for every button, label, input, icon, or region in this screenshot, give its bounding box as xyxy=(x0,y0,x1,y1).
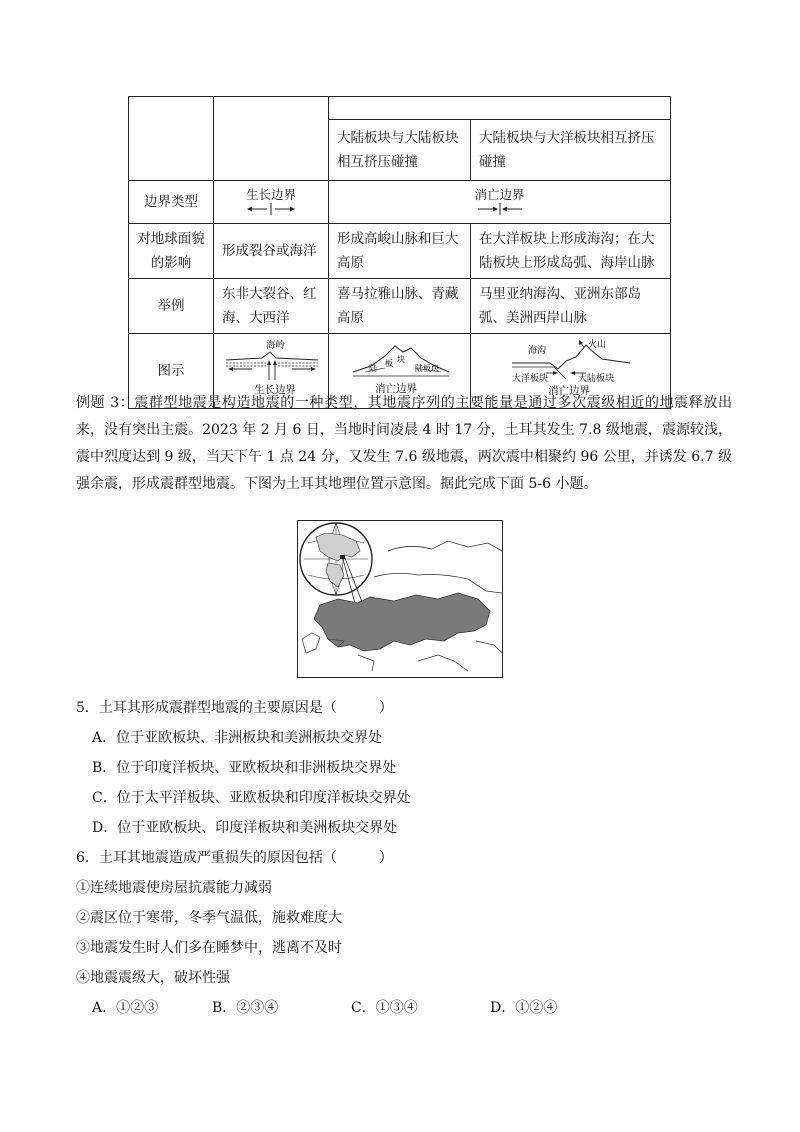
cc-effect-cell: 形成高峻山脉和巨大高原 xyxy=(329,224,471,279)
volcano-label: 火山 xyxy=(587,340,606,350)
question-5-stem: 5．土耳其形成震群型地震的主要原因是（ ） xyxy=(76,700,393,716)
co-example-cell: 马里亚纳海沟、亚洲东部岛弧、美洲西岸山脉 xyxy=(471,279,671,334)
plate-char-label: 板 xyxy=(384,359,393,368)
converging-arrows-icon xyxy=(472,202,528,216)
cc-diagram-caption: 消亡边界 xyxy=(374,383,417,395)
table-row xyxy=(129,97,671,120)
q6-option-b[interactable]: B．②③④ xyxy=(212,1000,279,1016)
turkey-location-map xyxy=(297,520,503,678)
q6-option-a[interactable]: A．①②③ xyxy=(92,1000,159,1016)
table-cell xyxy=(214,97,329,181)
q6-statement-2: ②震区位于寒带，冬季气温低，施救难度大 xyxy=(76,910,342,926)
row-label-boundary-type: 边界类型 xyxy=(129,181,214,224)
question-6-stem: 6．土耳其地震造成严重损失的原因包括（ ） xyxy=(76,850,393,866)
table-cell xyxy=(329,97,671,120)
table-row xyxy=(129,224,671,279)
cc-example-cell: 喜马拉雅山脉、青藏高原 xyxy=(329,279,471,334)
block-char-label: 块 xyxy=(396,355,405,364)
continent-plate-label: 大陆板块 xyxy=(577,374,614,384)
table-cell xyxy=(129,97,214,181)
ocean-continent-diagram xyxy=(506,337,636,397)
q5-option-a[interactable]: A．位于亚欧板块、非洲板块和美洲板块交界处 xyxy=(92,730,383,746)
growth-diagram-caption: 生长边界 xyxy=(254,384,296,396)
growth-boundary-diagram xyxy=(222,338,322,396)
q5-option-b[interactable]: B．位于印度洋板块、亚欧板块和非洲板块交界处 xyxy=(92,760,397,776)
growth-example-cell: 东非大裂谷、红海、大西洋 xyxy=(214,279,329,334)
land-char-label: 陆 xyxy=(368,364,377,373)
turkey-map-figure xyxy=(298,521,502,677)
q6-statement-3: ③地震发生时人们多在睡梦中，逃离不及时 xyxy=(76,940,342,956)
q6-statement-1: ①连续地震使房屋抗震能力减弱 xyxy=(76,880,272,896)
q6-options-row xyxy=(92,998,557,1018)
row-label-figure: 图示 xyxy=(129,334,214,409)
continental-collision-diagram xyxy=(345,338,455,396)
subduction-boundary-cell xyxy=(329,181,671,224)
example-passage: 例题 3：震群型地震是构造地震的一种类型，其地震序列的主要能量是通过多次震级相近的地震释放出来，没有突出主震。2023 年 2 月 6 日，当地时间凌晨 4 时 17 分，土耳其发生 7.8 级地震，震源较浅，震中烈度达到 9 级，当天下午 1 点 24 分，又发生 7.6 级地震，两次震中相聚约 96 公里，并诱发 6.7 级强余震，形成震群型地震。下图为土耳其地理位置示意图。据此完成下面 5-6 小题。 xyxy=(76,395,732,492)
plate-boundary-table xyxy=(128,96,671,409)
trench-label: 海沟 xyxy=(527,346,546,356)
header-cc-collision: 大陆板块与大陆板块相互挤压碰撞 xyxy=(329,120,471,181)
q6-statement-4: ④地震震级大，破坏性强 xyxy=(76,970,230,986)
q5-option-d[interactable]: D．位于亚欧板块、印度洋板块和美洲板块交界处 xyxy=(92,820,398,836)
ridge-label: 海岭 xyxy=(266,340,286,351)
subduction-boundary-label: 消亡边界 xyxy=(474,187,525,202)
row-label-example: 举例 xyxy=(129,279,214,334)
growth-boundary-cell xyxy=(214,181,329,224)
table-row xyxy=(129,279,671,334)
q6-option-d[interactable]: D．①②④ xyxy=(490,1000,558,1016)
row-label-effect: 对地球面貌的影响 xyxy=(129,224,214,279)
ocean-plate-label: 大洋板块 xyxy=(511,374,548,384)
q5-option-c[interactable]: C．位于太平洋板块、亚欧板块和印度洋板块交界处 xyxy=(92,790,411,806)
co-diagram-caption: 消亡边界 xyxy=(547,385,590,397)
table-row xyxy=(129,181,671,224)
header-co-collision: 大陆板块与大洋板块相互挤压碰撞 xyxy=(471,120,671,181)
diverging-arrows-icon xyxy=(243,202,299,216)
land-plate-label: 陆板块 xyxy=(414,364,439,373)
q6-option-c[interactable]: C．①③④ xyxy=(351,1000,418,1016)
co-effect-cell: 在大洋板块上形成海沟；在大陆板块上形成岛弧、海岸山脉 xyxy=(471,224,671,279)
growth-boundary-label: 生长边界 xyxy=(245,187,296,202)
growth-effect-cell: 形成裂谷或海洋 xyxy=(214,224,329,279)
